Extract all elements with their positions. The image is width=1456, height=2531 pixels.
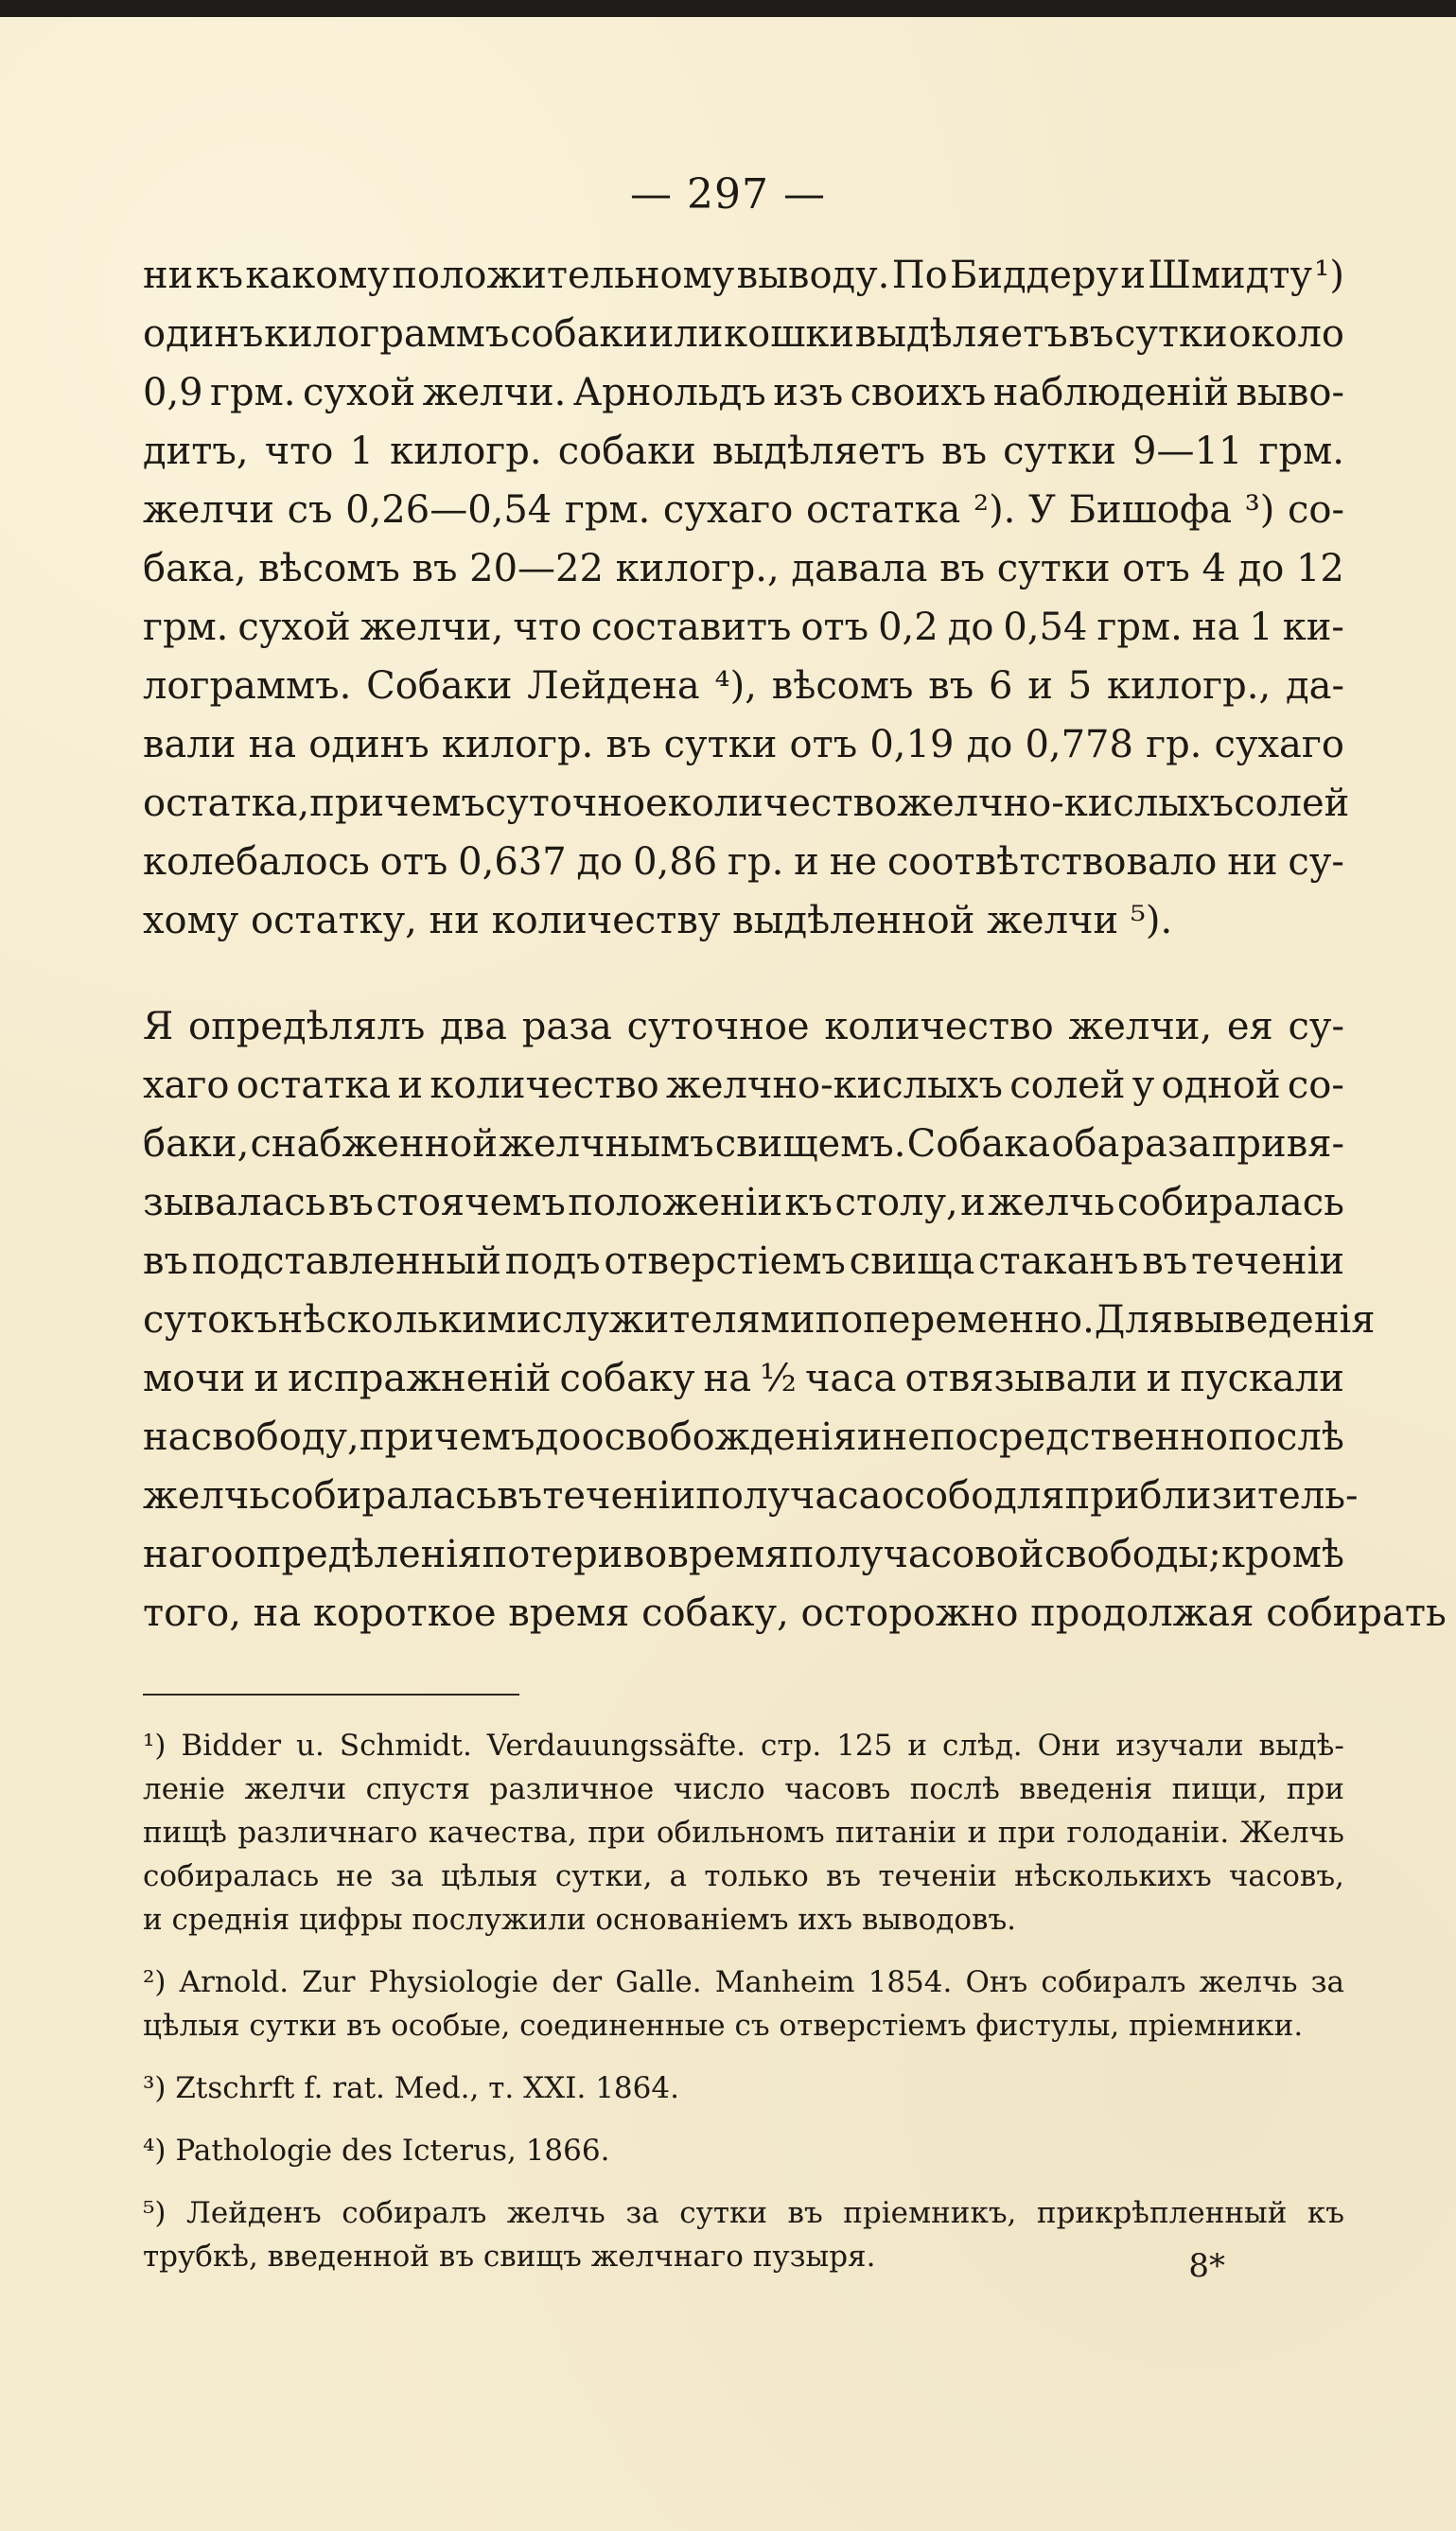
page-number: — 297 —	[630, 170, 826, 219]
footnote-line	[143, 1898, 1344, 1942]
text-line-content: хому остатку, ни количеству выдѣленной желчи ⁵).	[143, 899, 1173, 942]
text-line: желчи съ 0,26—0,54 грм. сухаго остатка ²). У Бишофа ³) со-	[143, 488, 1344, 532]
text-line-content: того, на короткое время собаку, осторожно продолжая собирать	[143, 1591, 1447, 1635]
footnote-gap	[143, 1942, 1344, 1960]
text-line: остатка, причемъ суточное количество желчно-кислыхъ солей	[143, 782, 1350, 825]
text-line	[143, 1584, 1447, 1643]
text-line: 0,9 грм. сухой желчи. Арнольдъ изъ своихъ наблюденій выво-	[143, 371, 1344, 414]
text-line: дитъ, что 1 килогр. собаки выдѣляетъ въ сутки 9—11 грм.	[143, 430, 1344, 473]
footnote-line-content: цѣлыя сутки въ особые, соединенные съ отверстіемъ фистулы, пріемники.	[143, 2009, 1304, 2043]
text-line: на свободу, причемъ до освобожденія и непосредственно послѣ	[143, 1415, 1344, 1459]
footnote-line	[143, 2066, 1344, 2110]
text-line: въ подставленный подъ отверстіемъ свища стаканъ въ теченіи	[143, 1239, 1344, 1283]
footnote-gap	[143, 2172, 1344, 2191]
text-line: вали на одинъ килогр. въ сутки отъ 0,19 до 0,778 гр. сухаго	[143, 723, 1344, 766]
footnotes	[143, 1724, 1344, 2278]
footnote-line-content: ³) Ztschrft f. rat. Med., т. XXI. 1864.	[143, 2071, 679, 2105]
text-line: ни къ какому положительному выводу. По Биддеру и Шмидту ¹)	[143, 254, 1344, 297]
text-line: колебалось отъ 0,637 до 0,86 гр. и не соотвѣтствовало ни су-	[143, 840, 1344, 884]
text-line: Я опредѣлялъ два раза суточное количество желчи, ея су-	[143, 1005, 1344, 1048]
text-line: зывалась въ стоячемъ положеніи къ столу, и желчь собиралась	[143, 1181, 1344, 1224]
footnote-gap	[143, 2048, 1344, 2066]
text-line: мочи и испражненій собаку на ½ часа отвязывали и пускали	[143, 1357, 1344, 1400]
footnote-line-content: и среднія цифры послужили основаніемъ ихъ выводовъ.	[143, 1903, 1017, 1937]
footnote-divider	[143, 1694, 519, 1696]
footnote-line-content: трубкѣ, введенной въ свищъ желчнаго пузыря.	[143, 2240, 876, 2274]
text-line: сутокъ нѣсколькими служителями попеременно. Для выведенія	[143, 1298, 1376, 1342]
text-line	[143, 891, 1344, 950]
footnote-line	[143, 2004, 1344, 2048]
text-line: желчь собиралась въ теченіи получаса особо для приблизитель-	[143, 1474, 1359, 1518]
footnote-line-content: ⁴) Pathologie des Icterus, 1866.	[143, 2134, 610, 2168]
text-line: баки, снабженной желчнымъ свищемъ. Собака оба раза привя-	[143, 1122, 1344, 1166]
text-line: хаго остатка и количество желчно-кислыхъ солей у одной со-	[143, 1063, 1344, 1107]
text-line: одинъ килограммъ собаки или кошки выдѣляетъ въ сутки около	[143, 312, 1344, 356]
scan-top-edge	[0, 0, 1456, 17]
paragraph-gap	[143, 950, 1344, 997]
main-text	[143, 246, 1447, 1643]
text-line: грм. сухой желчи, что составитъ отъ 0,2 до 0,54 грм. на 1 ки-	[143, 606, 1344, 649]
footnote-line: ¹) Bidder u. Schmidt. Verdauungssäfte. стр. 125 и слѣд. Они изучали выдѣ-	[143, 1729, 1344, 1763]
footnote-gap	[143, 2110, 1344, 2129]
text-line: лограммъ. Собаки Лейдена ⁴), вѣсомъ въ 6 и 5 килогр., да-	[143, 664, 1344, 708]
footnote-line: ²) Arnold. Zur Physiologie der Galle. Manheim 1854. Онъ собиралъ желчь за	[143, 1965, 1344, 1999]
printer-signature: 8*	[1188, 2247, 1225, 2285]
text-line: бака, вѣсомъ въ 20—22 килогр., давала въ сутки отъ 4 до 12	[143, 547, 1344, 590]
footnote-line: пищѣ различнаго качества, при обильномъ питаніи и при голоданіи. Желчь	[143, 1816, 1344, 1850]
footnote-line: леніе желчи спустя различное число часовъ послѣ введенія пищи, при	[143, 1772, 1344, 1806]
footnote-line	[143, 2129, 1344, 2172]
footnote-line: собиралась не за цѣлыя сутки, а только въ теченіи нѣсколькихъ часовъ,	[143, 1859, 1344, 1893]
text-line: наго опредѣленія потери во время получасовой свободы; кромѣ	[143, 1533, 1344, 1576]
footnote-line: ⁵) Лейденъ собиралъ желчь за сутки въ пріемникъ, прикрѣпленный къ	[143, 2196, 1344, 2230]
footnote-line	[143, 2235, 1344, 2278]
